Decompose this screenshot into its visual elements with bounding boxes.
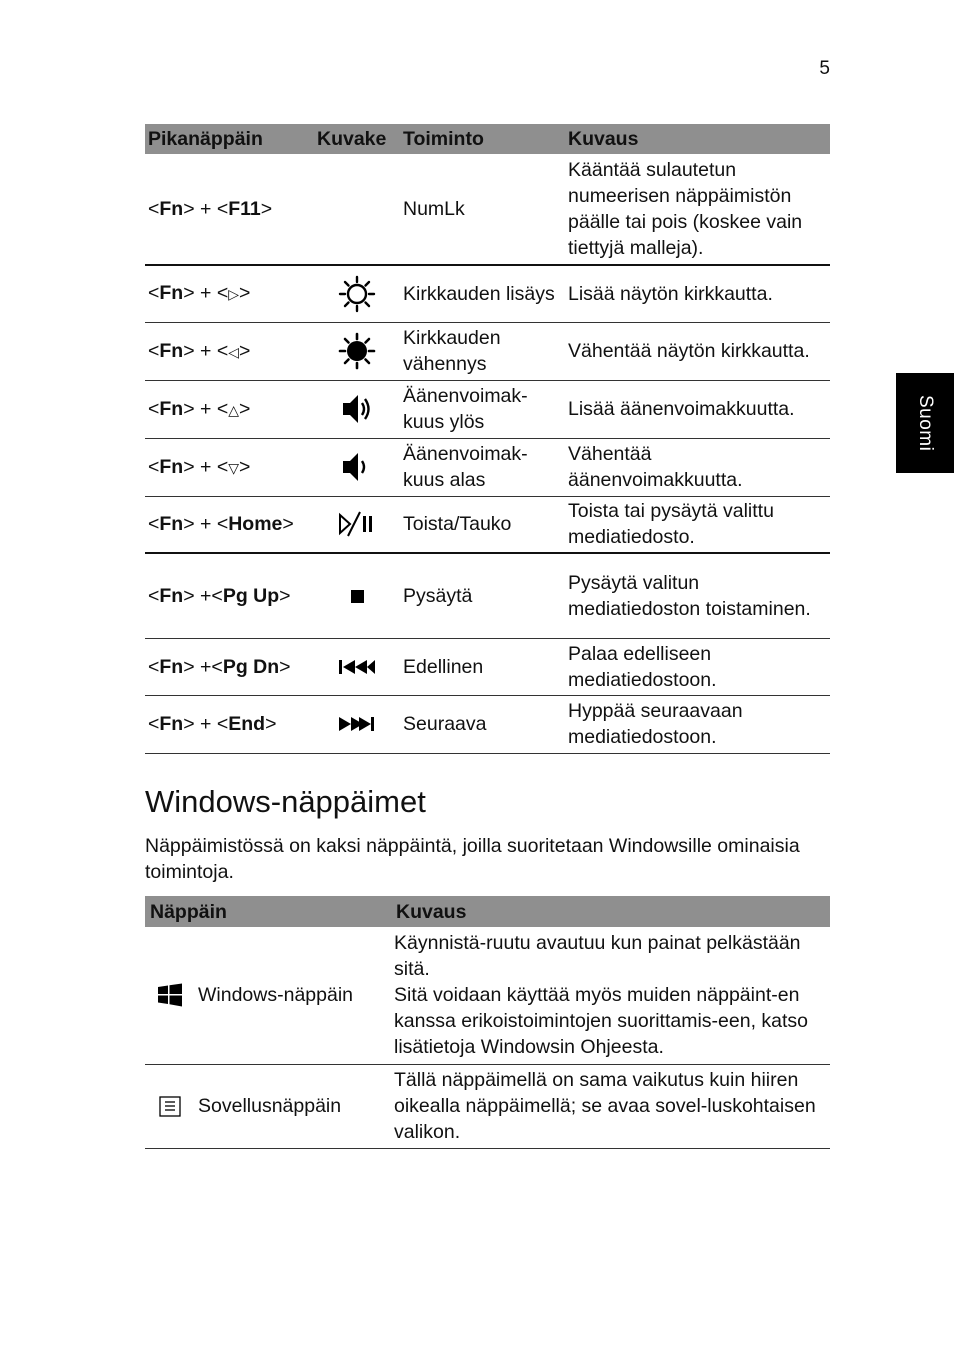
table-row: [145, 154, 830, 265]
function-name: Pysäytä: [400, 553, 565, 638]
key-description: Käynnistä-ruutu avautuu kun painat pelkästään sitä. Sitä voidaan käyttää myös muiden näppäint-en kanssa erikoistoimintojen suorittamis-een, katso lisätietoja Windowsin Ohjeesta.: [391, 927, 830, 1064]
windows-logo-icon: [148, 982, 192, 1008]
function-description: Pysäytä valitun mediatiedoston toistaminen.: [565, 553, 830, 638]
function-description: Vähentää näytön kirkkautta.: [565, 322, 830, 380]
table-row: [145, 496, 830, 553]
header-description: Kuvaus: [565, 124, 830, 154]
windows-keys-table: [145, 896, 830, 1149]
function-name: Kirkkauden lisäys: [400, 265, 565, 322]
volume-up-icon: [317, 389, 397, 429]
table-row: [145, 380, 830, 438]
function-description: Kääntää sulautetun numeerisen näppäimistön päälle tai pois (koskee vain tiettyjä malleja).: [565, 154, 830, 265]
empty-icon-cell: [314, 154, 400, 265]
table-row: [145, 265, 830, 322]
header-description: Kuvaus: [391, 896, 830, 927]
shortcut-keys: <Fn> + <◁>: [145, 322, 314, 380]
function-description: Vähentää äänenvoimakkuutta.: [565, 438, 830, 496]
table-row: [145, 927, 830, 1064]
function-description: Lisää äänenvoimakkuutta.: [565, 380, 830, 438]
shortcut-table: [145, 124, 830, 754]
language-tab-label: Suomi: [915, 394, 936, 452]
table-row: [145, 553, 830, 638]
function-name: Äänenvoimak-kuus alas: [400, 438, 565, 496]
function-description: Lisää näytön kirkkautta.: [565, 265, 830, 322]
function-name: NumLk: [400, 154, 565, 265]
shortcut-keys: <Fn> + <▽>: [145, 438, 314, 496]
header-icon: Kuvake: [314, 124, 400, 154]
windows-table-header: [145, 896, 830, 927]
header-shortcut: Pikanäppäin: [145, 124, 314, 154]
brightness-up-icon: [317, 274, 397, 314]
shortcut-keys: <Fn> + <Home>: [145, 496, 314, 553]
function-description: Toista tai pysäytä valittu mediatiedosto.: [565, 496, 830, 553]
key-description: Tällä näppäimellä on sama vaikutus kuin hiiren oikealla näppäimellä; se avaa sovel-luskohtaisen valikon.: [391, 1064, 830, 1148]
page-number: 5: [819, 58, 830, 79]
function-name: Toista/Tauko: [400, 496, 565, 553]
function-name: Seuraava: [400, 695, 565, 753]
language-tab: [896, 373, 954, 473]
shortcut-keys: <Fn> + <△>: [145, 380, 314, 438]
windows-key-cell: [148, 982, 388, 1008]
shortcut-keys: <Fn> + <F11>: [145, 154, 314, 265]
section-title: Windows-näppäimet: [145, 784, 426, 819]
table-row: [145, 322, 830, 380]
play-pause-icon: [317, 510, 397, 538]
table-row: [145, 695, 830, 753]
shortcut-table-header: [145, 124, 830, 154]
brightness-down-icon: [317, 331, 397, 371]
function-description: Hyppää seuraavaan mediatiedostoon.: [565, 695, 830, 753]
application-menu-icon: [148, 1094, 192, 1118]
previous-icon: [317, 657, 397, 677]
application-key-cell: [148, 1093, 388, 1119]
next-icon: [317, 714, 397, 734]
function-description: Palaa edelliseen mediatiedostoon.: [565, 638, 830, 695]
function-name: Äänenvoimak-kuus ylös: [400, 380, 565, 438]
key-name: Sovellusnäppäin: [198, 1095, 342, 1117]
header-key: Näppäin: [145, 896, 391, 927]
volume-down-icon: [317, 447, 397, 487]
table-row: [145, 1064, 830, 1148]
shortcut-keys: <Fn> + <▷>: [145, 265, 314, 322]
shortcut-keys: <Fn> + <End>: [145, 695, 314, 753]
table-row: [145, 438, 830, 496]
function-name: Edellinen: [400, 638, 565, 695]
header-function: Toiminto: [400, 124, 565, 154]
function-name: Kirkkauden vähennys: [400, 322, 565, 380]
section-intro: Näppäimistössä on kaksi näppäintä, joilla suoritetaan Windowsille ominaisia toimintoja.: [145, 835, 800, 883]
shortcut-keys: <Fn> +<Pg Up>: [145, 553, 314, 638]
shortcut-keys: <Fn> +<Pg Dn>: [145, 638, 314, 695]
table-row: [145, 638, 830, 695]
stop-icon: [317, 586, 397, 606]
key-name: Windows-näppäin: [198, 984, 354, 1007]
